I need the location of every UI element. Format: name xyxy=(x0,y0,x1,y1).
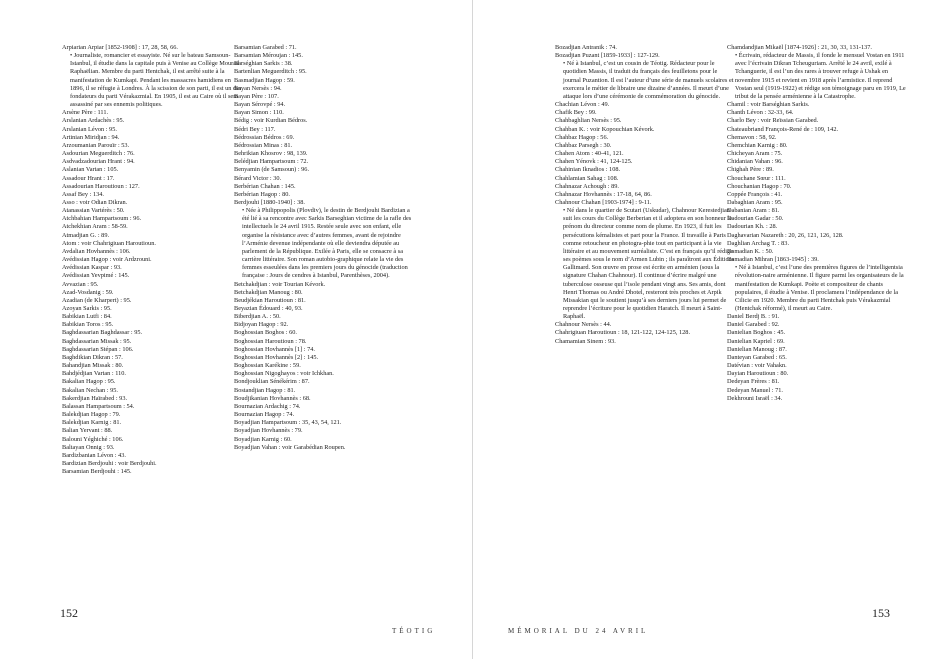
index-entry: Chahban K. : voir Kopouchian Kévork. xyxy=(555,125,655,133)
index-entry: Chahbaghlian Nersès : 95. xyxy=(555,117,622,125)
index-entry-biography: • Journaliste, romancier et essayiste. Né sur le bateau Samsoun-Istanbul, il étudie dans la capitale puis à Venise au Collège Mourad Raphaëlian. Membre du parti Hentchak, il est arrêté suite à la manifestation de Kumkapi. Pendant les massacres hamidiens en 1896, il se réfugie à Londres. À la scission de son parti, il est un des fondateurs du parti Vérakazmial. En 1905, il est au Caire où il sera assassiné par ses ennemis politiques. xyxy=(70,52,242,109)
index-entry: Chemavon : 58, 92. xyxy=(727,133,777,141)
index-entry: Bérard Victor : 30. xyxy=(234,174,282,182)
index-entry: Damadian K. : 50. xyxy=(727,247,774,255)
index-entry: Bakalian Hagop : 95. xyxy=(62,378,116,386)
index-entry: Bahdjédjian Vartan : 110. xyxy=(62,370,127,378)
index-entry: Dedeyan Frères : 81. xyxy=(727,378,780,386)
index-entry: Bostandjian Hagop : 81. xyxy=(234,386,296,394)
index-entry: Berbérian Hagop : 80. xyxy=(234,190,290,198)
index-entry: Belédjian Hampartsoum : 72. xyxy=(234,158,309,166)
index-entry: Azoyan Sarkis : 95. xyxy=(62,305,112,312)
index-entry: Baghdassarian Baghdassar : 95. xyxy=(62,329,143,337)
index-entry: Bidjoyan Hagop : 92. xyxy=(234,321,289,329)
index-entry: Danielian Manoug : 87. xyxy=(727,345,787,353)
index-entry: Avdalian Hovhannès : 106. xyxy=(62,247,131,255)
index-entry: Beudjékian Haroutioun : 81. xyxy=(234,296,306,304)
index-entry: Daghavarian Nazareth : 20, 26, 121, 126, 128. xyxy=(727,231,844,239)
index-entry: Damadian Mihran [1863-1945] : 39. xyxy=(727,256,819,264)
index-entry: Bayan Nersès : 94. xyxy=(234,84,282,92)
index-entry: Arslanian Lévon : 95. xyxy=(62,125,117,133)
index-entry: Chamil : voir Barséghian Sarkis. xyxy=(727,101,810,109)
index-entry: Baghdassarian Missak : 95. xyxy=(62,337,132,345)
index-entry: Avédissian Kaspar : 93. xyxy=(62,264,122,272)
index-entry: Chachian Lévon : 49. xyxy=(555,101,610,109)
left-page xyxy=(0,0,472,659)
index-entry: Boyadjian Vahan : voir Garabédian Roupen. xyxy=(234,443,346,451)
index-entry: Azadian (de Kharpert) : 95. xyxy=(62,296,132,304)
index-entry: Azad-Vosdanig : 59. xyxy=(62,288,114,296)
index-entry: Beyazian Édouard : 40, 93. xyxy=(234,305,303,312)
index-entry: Danteyan Garabed : 65. xyxy=(727,353,787,361)
index-entry: Coppée François : 41. xyxy=(727,190,783,198)
index-entry: Bardizian Berdjouhi : voir Berdjouhi. xyxy=(62,459,157,467)
index-entry: Atanassian Vartérès : 50. xyxy=(62,207,125,215)
index-entry: Assadourian Haroutioun : 127. xyxy=(62,182,140,190)
index-entry: Chahnour Nersès : 44. xyxy=(555,321,612,329)
index-entry: Arzoumanian Parouïr : 53. xyxy=(62,141,130,149)
index-entry: Chateaubriand François-René de : 109, 142. xyxy=(727,125,839,133)
index-entry: Chicheyan Aram : 75. xyxy=(727,150,783,158)
index-entry: Atchbahian Hampartsoum : 96. xyxy=(62,215,142,223)
index-column-2 xyxy=(234,44,414,452)
index-column-1 xyxy=(62,44,242,476)
index-entry: Arpiarian Arpiar [1852-1908] : 17, 28, 58, 66. xyxy=(62,44,178,51)
index-entry: Baghdassarian Stépan : 106. xyxy=(62,345,134,353)
index-entry: Dadourian Kh. : 28. xyxy=(727,223,778,231)
index-entry: Dabanian Aram : 81. xyxy=(727,207,780,215)
index-entry: Boudjikanian Hovhannès : 68. xyxy=(234,394,311,402)
index-entry: Betchakdjian : voir Tourian Kévork. xyxy=(234,280,326,288)
index-entry: Daniel Garabed : 92. xyxy=(727,321,780,329)
index-entry: Dayian Haroutioun : 80. xyxy=(727,370,789,378)
index-entry: Betchakdjian Manoug : 80. xyxy=(234,288,303,296)
index-entry: Chahrigiuan Haroutioun : 18, 121-122, 124-125, 128. xyxy=(555,329,691,337)
index-entry: Bédrossian Minas : 81. xyxy=(234,141,293,149)
index-entry: Bahandjian Missak : 80. xyxy=(62,362,124,370)
index-entry: Boyadjian Hovhannès : 79. xyxy=(234,427,303,435)
index-entry: Bondjouklian Sénékérim : 87. xyxy=(234,378,310,386)
index-entry: Arslanian Ardachès : 95. xyxy=(62,117,125,125)
index-entry: Baltayan Onnig : 93. xyxy=(62,443,115,451)
index-entry: Chouchane Sœur : 111. xyxy=(727,174,786,182)
index-entry: Bartenlian Meguerditch : 95. xyxy=(234,68,307,76)
index-entry: Boghossian Hovhannès [2] : 145. xyxy=(234,353,319,361)
index-entry: Bozadjian Puzant [1859-1933] : 127-129. xyxy=(555,52,660,60)
index-entry: Chahinian Iknadios : 108. xyxy=(555,166,621,174)
index-entry: Chemchian Karnig : 80. xyxy=(727,141,788,149)
index-entry: Babikian Toros : 95. xyxy=(62,321,114,329)
index-entry: Berbérian Chahan : 145. xyxy=(234,182,296,190)
index-entry: Daniel Berdj B. : 91. xyxy=(727,313,780,321)
index-entry: Avédissian Yevpimé : 145. xyxy=(62,272,130,280)
index-entry: Babikian Lutfi : 84. xyxy=(62,313,112,321)
index-entry: Chahnazar Hovhannès : 17-18, 64, 86. xyxy=(555,190,652,198)
index-entry: Dedeyan Manuel : 71. xyxy=(727,386,783,394)
index-entry: Bédri Bey : 117. xyxy=(234,125,276,133)
index-entry: Boyadjian Hampartsoum : 35, 43, 54, 121. xyxy=(234,419,342,427)
index-entry-biography: • Écrivain, rédacteur de Massis, il fonde le mensuel Vostan en 1911 avec l’écrivain Dikran Tcheuguriam. Arrêté le 24 avril, exilé à Tchanguerie, il est l’un des rares à trouver refuge à Ushak en novembre 1915 et revient en 1918 après l’armistice. Il reprend Vostan seul (1919-1922) et rédige son témoignage paru en 1919, Le tribut de la pensée arménienne à la Catastrophe. xyxy=(735,52,906,100)
index-entry: Balekdjian Karnig : 81. xyxy=(62,419,122,427)
index-entry: Bédrossian Bédros : 69. xyxy=(234,133,295,141)
index-entry: Bakerdjian Haïrabed : 93. xyxy=(62,394,128,402)
index-entry: Benyamin (de Samsoun) : 96. xyxy=(234,166,310,174)
index-entry: Arsène Père : 111. xyxy=(62,109,109,117)
index-entry: Barsamian Garabed : 71. xyxy=(234,44,297,51)
index-entry: Chighah Père : 89. xyxy=(727,166,774,174)
index-entry: Boghossian Hovhannès [1] : 74. xyxy=(234,345,315,353)
index-entry: Barsamian Berdjouhi : 145. xyxy=(62,468,132,476)
index-entry: Assadour Hrant : 17. xyxy=(62,174,115,182)
index-entry: Chouchanian Hagop : 70. xyxy=(727,182,792,190)
index-column-4 xyxy=(727,44,907,403)
index-entry: Bédig : voir Kurdian Bédros. xyxy=(234,117,308,125)
index-entry: Chahbaz Hagop : 56. xyxy=(555,133,609,141)
index-entry: Chafik Bey : 99. xyxy=(555,109,597,117)
index-entry: Aslanian Vartan : 105. xyxy=(62,166,119,174)
index-entry: Chahbaz Parsegh : 30. xyxy=(555,141,612,149)
index-entry: Datévian : voir Vahakn. xyxy=(727,362,787,370)
index-entry: Boyadjian Karnig : 60. xyxy=(234,435,292,443)
index-entry: Asdvadzadourian Hrant : 94. xyxy=(62,158,135,166)
index-entry: Bayan Sérovpé : 94. xyxy=(234,101,286,109)
index-entry: Atom : voir Chahrigiuan Haroutioun. xyxy=(62,239,156,247)
index-entry: Chamamian Sinem : 93. xyxy=(555,337,616,345)
index-entry: Chahen Yénovk : 41, 124-125. xyxy=(555,158,633,166)
index-entry: Bayan Père : 107. xyxy=(234,92,279,100)
running-head-title: MÉMORIAL DU 24 AVRIL xyxy=(508,627,649,635)
index-entry: Bozadjian Antranik : 74. xyxy=(555,44,617,51)
index-entry-biography: • Né à Istanbul, c’est un cousin de Téotig. Rédacteur pour le quotidien Massis, il traduit du français des feuilletons pour le journal Puzantion. Il est l’auteur d’une série de manuels scolaires et exercera le métier de libraire une dizaine d’années. Il meurt d’une attaque lors d’une cérémonie de commémoration du génocide. xyxy=(563,60,734,100)
index-entry: Bakalian Nechan : 95. xyxy=(62,386,118,394)
index-entry: Baghdikian Dikran : 57. xyxy=(62,353,123,361)
index-entry: Bayan Simon : 110. xyxy=(234,109,284,117)
index-entry: Behrikian Khosrov : 98, 139. xyxy=(234,150,308,158)
index-entry: Asdourian Meguerditch : 76. xyxy=(62,150,135,158)
index-entry: Atchekhian Aram : 58-59. xyxy=(62,223,128,231)
index-entry: Chahlamian Sahag : 108. xyxy=(555,174,619,182)
index-entry: Balassan Hampartsoum : 54. xyxy=(62,402,135,410)
index-entry: Daghlian Archag T. : 83. xyxy=(727,239,790,247)
index-entry-biography: • Née à Philippopolis (Plovdiv), le destin de Berdjouhi Bardizian a été lié à sa rencontre avec Sarkis Barseghian victime de la rafle des intellectuels le 24 avril 1915. Restée seule avec son enfant, elle organise la résistance avec d’autres femmes, avant de rejoindre l’Arménie devenue indépendante où elle deviendra députée au parlement de la République. Exilée à Paris, elle se consacre à sa carrière littéraire. Son roman autobio-graphique relate la vie des femmes esseulées dans les premiers jours du génocide (traduction française : Jours de cendres à Istanbul, Parenthèses, 2004). xyxy=(242,207,412,280)
index-entry: Assaf Bey : 134. xyxy=(62,190,104,198)
index-entry: Chamdandjian Mikaël [1874-1926] : 21, 30, 33, 131-137. xyxy=(727,44,872,51)
page-number-left: 152 xyxy=(60,606,78,620)
index-entry: Barséghian Sarkis : 38. xyxy=(234,60,293,68)
index-entry: Berdjouhi [1880-1940] : 38. xyxy=(234,198,306,206)
index-entry: Boghossian Boghos : 60. xyxy=(234,329,297,337)
index-entry: Avédissian Hagop : voir Ardzrouni. xyxy=(62,256,152,264)
index-entry: Atmadjian G. : 89. xyxy=(62,231,110,239)
index-entry: Basmadjian Hagop : 59. xyxy=(234,76,295,84)
index-column-3 xyxy=(555,44,735,346)
running-head-author: TÉOTIG xyxy=(392,627,436,635)
index-entry: Artinian Miridjan : 94. xyxy=(62,133,120,141)
index-entry: Danielian Boghos : 45. xyxy=(727,329,786,337)
index-entry: Boghossian Haroutioun : 78. xyxy=(234,337,307,345)
index-entry: Bournazian Ardachig : 74. xyxy=(234,402,301,410)
index-entry: Chahen Atom : 40-41, 121. xyxy=(555,150,624,158)
index-entry: Boghossian Nigoghayos : voir Ichkhan. xyxy=(234,370,334,378)
index-entry: Dadourian Gadar : 50. xyxy=(727,215,784,223)
index-entry: Bournazian Hagop : 74. xyxy=(234,411,295,419)
index-entry-biography: • Né dans le quartier de Scutari (Uskudar), Chahnour Kerestedjian suit les cours du Collège Berberian et il adoptera en son honneur le prénom du directeur comme nom de plume. En 1923, il fuit les persécutions kémalistes et part pour la France. Il travaille à Paris comme retoucheur en photogra-phie tout en participant à la vie littéraire et au mouvement surréaliste. C’est en français qu’il rédige ses poèmes sous le nom d’Armen Lubin ; ils paraîtront aux Éditions Gallimard. Son œuvre en prose est écrite en arménien (sous la signature Chahan Chahnour). Il continue d’écrire malgré une tuberculose osseuse qui l’isole pendant vingt ans. Ses amis, dont Henri Thomas ou André Dhotel, resteront très proches et Arpik Missakian qui le soutient jusqu’à ses derniers jours lui permet de reprendre l’écriture pour le quotidien Haratch. Il meurt à Saint-Raphaël. xyxy=(563,207,735,321)
index-entry-biography: • Né à Istanbul, c’est l’une des premières figures de l’intelligentsia révolution-naire arménienne. Il figure parmi les organisateurs de la manifestation de Kumkapi. Poète et compositeur de chants populaires, il étudie à Venise. Il proclamera l’indépendance de la Cilicie en 1920. Membre du parti Hentchak puis Vérakazmial (Hentchak réformé), il meurt au Caire. xyxy=(735,264,904,312)
index-entry: Balouni Yéghiché : 106. xyxy=(62,435,124,443)
index-entry: Charlo Bey : voir Reïssian Garabed. xyxy=(727,117,819,125)
index-entry: Danielian Kapriel : 69. xyxy=(727,337,785,345)
index-entry: Dabaghian Aram : 95. xyxy=(727,198,783,206)
index-entry: Chanth Lévon : 32-33, 64. xyxy=(727,109,794,117)
index-entry: Dekhrouni Israël : 34. xyxy=(727,394,783,402)
index-entry: Asso : voir Odian Dikran. xyxy=(62,198,128,206)
page-number-right: 153 xyxy=(872,606,890,620)
index-entry: Barsamian Méroujan : 145. xyxy=(234,52,303,60)
index-entry: Boghossian Karékine : 59. xyxy=(234,362,301,370)
index-entry: Bardizbanian Lévon : 43. xyxy=(62,451,126,459)
index-entry: Balian Yervant : 88. xyxy=(62,427,113,435)
index-entry: Balekdjian Hagop : 79. xyxy=(62,411,121,419)
index-entry: Chahnazar Achough : 89. xyxy=(555,182,620,190)
index-entry: Biberdjian A. : 50. xyxy=(234,313,281,321)
index-entry: Avvazian : 95. xyxy=(62,280,99,288)
index-entry: Chidanian Vahan : 96. xyxy=(727,158,783,166)
index-entry: Chahnour Chahan [1903-1974] : 9-11. xyxy=(555,198,652,206)
